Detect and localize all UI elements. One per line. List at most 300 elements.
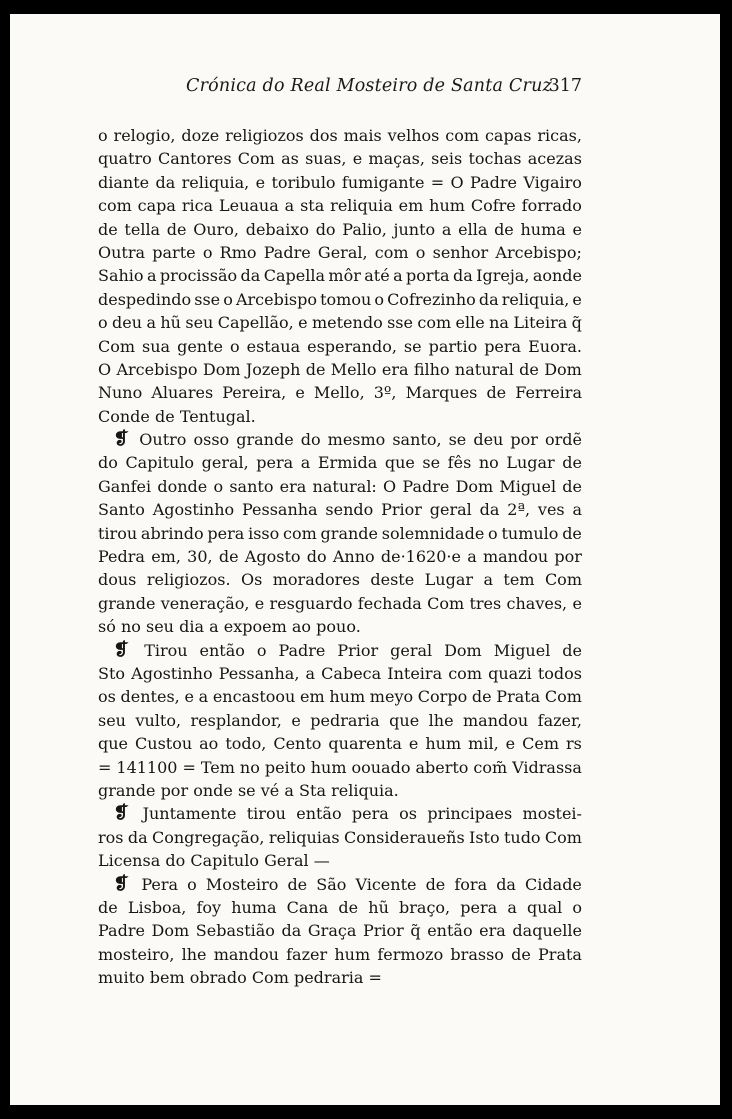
word: pera bbox=[207, 523, 245, 543]
text-line bbox=[98, 802, 582, 825]
word: quatro bbox=[98, 149, 152, 169]
word: todos bbox=[537, 663, 582, 683]
word: daquelle bbox=[512, 921, 582, 941]
word: ricas, bbox=[537, 126, 582, 145]
word: Sahio bbox=[98, 266, 144, 286]
word: = bbox=[368, 968, 382, 988]
word: mostei- bbox=[522, 804, 582, 824]
word: peito bbox=[264, 757, 306, 777]
word: da bbox=[240, 266, 261, 286]
word: a bbox=[198, 687, 209, 707]
word: seu bbox=[98, 710, 126, 730]
word: = bbox=[98, 757, 112, 777]
text-line bbox=[98, 873, 582, 896]
word: moradores bbox=[272, 570, 360, 590]
word: tem bbox=[503, 570, 535, 590]
word: reliquia, bbox=[501, 289, 570, 309]
text-line bbox=[98, 826, 582, 849]
word: o bbox=[223, 289, 233, 309]
word: Dom bbox=[455, 476, 494, 496]
text-line bbox=[98, 639, 582, 662]
text-line bbox=[98, 919, 582, 942]
text-line bbox=[98, 662, 582, 685]
word: na bbox=[489, 313, 509, 333]
word: grande bbox=[236, 430, 294, 450]
word: então bbox=[199, 640, 245, 660]
word: Cofre bbox=[470, 196, 516, 216]
word: hũ bbox=[160, 313, 181, 333]
word: Dom bbox=[544, 359, 582, 379]
word: de bbox=[98, 219, 118, 239]
word: Anno bbox=[332, 547, 375, 567]
word: mandou bbox=[482, 547, 549, 567]
word: Inteira bbox=[387, 663, 443, 683]
word: Capellão, bbox=[217, 313, 294, 333]
word: diante bbox=[98, 172, 150, 192]
word: partio bbox=[428, 336, 478, 356]
word: hum bbox=[429, 196, 465, 216]
word: pedraria bbox=[310, 710, 380, 730]
word: isso bbox=[248, 523, 280, 543]
word: da bbox=[479, 500, 500, 520]
word: Dom bbox=[202, 359, 241, 379]
word: de·1620·e bbox=[380, 547, 461, 567]
body-text bbox=[98, 124, 582, 989]
word: de bbox=[494, 219, 514, 239]
word: Lugar bbox=[506, 453, 555, 473]
word: mil, bbox=[468, 734, 499, 754]
word: Sto bbox=[98, 663, 126, 683]
word: Cidade bbox=[525, 874, 582, 894]
word: Miguel bbox=[499, 476, 557, 496]
text-line bbox=[98, 451, 582, 474]
word: geral bbox=[390, 640, 433, 660]
paragraph-mark-icon: ❡ bbox=[113, 639, 129, 660]
word: reliquias bbox=[268, 827, 340, 847]
word: Consideraueñs bbox=[343, 827, 465, 847]
word: relogio, bbox=[113, 126, 176, 145]
word: capas bbox=[484, 126, 532, 145]
word: as bbox=[281, 149, 299, 169]
word: Aluares bbox=[151, 383, 214, 403]
word: reliquia bbox=[330, 196, 393, 216]
word: da bbox=[155, 172, 176, 192]
word: o bbox=[98, 313, 108, 333]
word: dia bbox=[179, 617, 204, 637]
word: 30, bbox=[187, 547, 213, 567]
word: com bbox=[374, 242, 409, 262]
word: por bbox=[160, 780, 189, 800]
word: da bbox=[127, 827, 148, 847]
word: Capitulo bbox=[125, 453, 195, 473]
word: a bbox=[284, 780, 294, 800]
word: religiozos. bbox=[146, 570, 231, 590]
word: da bbox=[496, 874, 516, 894]
word: Pessanha, bbox=[218, 663, 300, 683]
word: Prior bbox=[362, 921, 404, 941]
text-line bbox=[98, 685, 582, 708]
word: lhe bbox=[428, 710, 454, 730]
word: abrindo bbox=[140, 523, 204, 543]
word: a bbox=[146, 266, 157, 286]
word: Euora. bbox=[528, 336, 582, 356]
word: a bbox=[507, 897, 517, 917]
word: Arcebispo bbox=[116, 359, 198, 379]
paragraph bbox=[98, 428, 582, 639]
text-line bbox=[98, 358, 582, 381]
word: sse bbox=[194, 289, 221, 309]
word: deste bbox=[370, 570, 415, 590]
word: dentes, bbox=[120, 687, 180, 707]
word: Dom bbox=[151, 921, 190, 941]
word: Sebastião bbox=[195, 921, 275, 941]
word: tella bbox=[124, 219, 161, 239]
word: Jozeph bbox=[245, 359, 301, 379]
text-line bbox=[98, 709, 582, 732]
word: Capitulo bbox=[190, 851, 259, 871]
word: sendo bbox=[325, 500, 374, 520]
word: Arcebispo; bbox=[495, 242, 582, 262]
word: capa bbox=[137, 196, 176, 216]
word: em, bbox=[151, 547, 181, 567]
word: Padre bbox=[98, 921, 145, 941]
word: de bbox=[486, 383, 507, 403]
word: hũ bbox=[368, 897, 389, 917]
word: de bbox=[562, 453, 582, 473]
word: quarenta bbox=[328, 734, 402, 754]
word: Palio, bbox=[342, 219, 387, 239]
word: então bbox=[427, 921, 473, 941]
word: Os bbox=[240, 570, 263, 590]
word: a bbox=[146, 313, 156, 333]
word: lhe bbox=[181, 944, 207, 964]
text-line bbox=[98, 568, 582, 591]
word: ella bbox=[458, 219, 488, 239]
word: resguardo bbox=[269, 593, 353, 613]
word: Com bbox=[427, 593, 465, 613]
word: mesmo bbox=[327, 430, 386, 450]
word: tochas bbox=[468, 149, 522, 169]
word: Padre bbox=[402, 476, 450, 496]
word: fês bbox=[447, 453, 472, 473]
word: senhor bbox=[432, 242, 489, 262]
word: geral, bbox=[201, 453, 249, 473]
word: tomou bbox=[320, 289, 372, 309]
word: Ermida bbox=[317, 453, 378, 473]
word: hum bbox=[310, 757, 347, 777]
word: toribulo bbox=[271, 172, 336, 192]
word: de bbox=[98, 897, 118, 917]
word: com bbox=[98, 196, 132, 216]
word: rs bbox=[566, 734, 582, 754]
word: despedindo bbox=[98, 289, 192, 309]
word: Pessanha bbox=[241, 500, 318, 520]
word: Tentugal. bbox=[179, 406, 256, 426]
word: Mello bbox=[330, 359, 377, 379]
word: e bbox=[255, 172, 266, 192]
word: Prior bbox=[381, 500, 422, 520]
word: de bbox=[519, 359, 539, 379]
word: huma bbox=[520, 219, 566, 239]
word: o bbox=[488, 523, 498, 543]
word: = bbox=[182, 757, 196, 777]
word: Ouro, bbox=[193, 219, 240, 239]
word: Vicente bbox=[355, 874, 417, 894]
word: Dom bbox=[444, 640, 482, 660]
word: Lugar bbox=[424, 570, 473, 590]
word: do bbox=[300, 430, 321, 450]
word: gente bbox=[177, 336, 223, 356]
word: q̃ bbox=[410, 921, 421, 941]
word: foy bbox=[196, 897, 222, 917]
paragraph bbox=[98, 802, 582, 872]
word: a bbox=[467, 547, 477, 567]
word: se bbox=[237, 780, 256, 800]
word: Padre bbox=[278, 640, 326, 660]
word: Agostinho bbox=[131, 663, 213, 683]
word: braço, bbox=[399, 897, 451, 917]
word: Tem bbox=[200, 757, 235, 777]
word: Mosteiro bbox=[205, 874, 279, 894]
text-line bbox=[98, 147, 582, 170]
word: que bbox=[389, 710, 420, 730]
text-line bbox=[98, 405, 582, 428]
word: de bbox=[425, 874, 446, 894]
word: Rmo bbox=[219, 242, 257, 262]
word: sse bbox=[387, 313, 413, 333]
word: mandou bbox=[462, 710, 529, 730]
word: do bbox=[98, 453, 118, 473]
word: e bbox=[408, 734, 419, 754]
word: encastoou bbox=[212, 687, 296, 707]
word: com bbox=[283, 523, 317, 543]
word: Prior bbox=[337, 640, 379, 660]
word: era bbox=[479, 921, 506, 941]
word: procissão bbox=[159, 266, 238, 286]
text-line bbox=[98, 475, 582, 498]
word: de bbox=[218, 547, 239, 567]
word: Juntamente bbox=[142, 804, 237, 824]
text-line bbox=[98, 124, 582, 147]
word: dous bbox=[98, 570, 137, 590]
word: solemnidade bbox=[381, 523, 485, 543]
word: geral bbox=[429, 500, 472, 520]
word: chaves, bbox=[506, 593, 568, 613]
text-line bbox=[98, 498, 582, 521]
word: era bbox=[381, 359, 409, 379]
word: no bbox=[478, 453, 499, 473]
word: de bbox=[305, 359, 326, 379]
text-line bbox=[98, 264, 582, 287]
text-line bbox=[98, 218, 582, 241]
word: por bbox=[510, 430, 538, 450]
word: da bbox=[478, 289, 499, 309]
word: Leuaua bbox=[218, 196, 279, 216]
word: doze bbox=[181, 126, 220, 145]
word: Com bbox=[544, 687, 582, 707]
word: o bbox=[572, 897, 582, 917]
word: q̃ bbox=[571, 313, 582, 333]
word: grande bbox=[98, 780, 156, 800]
word: Cofrezinho bbox=[387, 289, 476, 309]
word: donde bbox=[157, 476, 208, 496]
word: Vigairo bbox=[523, 172, 582, 192]
word: o bbox=[187, 874, 197, 894]
word: pera bbox=[484, 336, 522, 356]
paragraph bbox=[98, 124, 582, 428]
page-header bbox=[98, 76, 582, 104]
word: hum bbox=[329, 687, 366, 707]
word: 141100 bbox=[116, 757, 178, 777]
word: a bbox=[483, 570, 493, 590]
word: com bbox=[448, 663, 482, 683]
word: no bbox=[120, 617, 141, 637]
paragraph-mark-icon: ❡ bbox=[113, 873, 129, 894]
word: debaixo bbox=[245, 219, 309, 239]
word: a bbox=[441, 219, 452, 239]
text-line bbox=[98, 756, 582, 779]
word: onde bbox=[193, 780, 233, 800]
text-line bbox=[98, 194, 582, 217]
word: Prata bbox=[538, 944, 582, 964]
word: do bbox=[315, 219, 336, 239]
word: Mello, bbox=[313, 383, 365, 403]
word: Ganfei bbox=[98, 476, 152, 496]
word: era bbox=[279, 476, 307, 496]
text-line bbox=[98, 171, 582, 194]
word: Prata bbox=[496, 687, 541, 707]
word: Cem bbox=[522, 734, 560, 754]
word: môr bbox=[328, 266, 361, 286]
paragraph-mark-icon: ❡ bbox=[113, 803, 129, 824]
word: Licensa bbox=[98, 851, 161, 871]
word: deu bbox=[112, 313, 143, 333]
word: o bbox=[213, 476, 224, 496]
word: só bbox=[98, 617, 116, 637]
word: santo, bbox=[392, 430, 442, 450]
word: da bbox=[452, 266, 473, 286]
paragraph-mark-icon: ❡ bbox=[113, 429, 129, 450]
word: sua bbox=[142, 336, 171, 356]
word: reliquia. bbox=[331, 780, 399, 800]
word: então bbox=[296, 804, 342, 824]
word: mosteiro, bbox=[98, 944, 175, 964]
word: elle bbox=[455, 313, 485, 333]
word: sta bbox=[300, 196, 325, 216]
word: natural bbox=[454, 359, 514, 379]
word: expoem bbox=[223, 617, 287, 637]
word: Vidrassa bbox=[512, 757, 582, 777]
text-line bbox=[98, 545, 582, 568]
word: Pera bbox=[141, 874, 179, 894]
word: de bbox=[511, 944, 531, 964]
word: Santo bbox=[98, 500, 145, 520]
word: natural: bbox=[312, 476, 377, 496]
word: fechada bbox=[357, 593, 422, 613]
word: Lisboa, bbox=[127, 897, 187, 917]
word: Isto bbox=[469, 827, 500, 847]
word: do bbox=[306, 547, 327, 567]
word: Pedra bbox=[98, 547, 145, 567]
word: porta bbox=[406, 266, 450, 286]
word: pera bbox=[460, 897, 498, 917]
word: Pereira, bbox=[222, 383, 287, 403]
word: pera bbox=[351, 804, 389, 824]
word: deu bbox=[473, 430, 504, 450]
word: Padre bbox=[263, 242, 311, 262]
word: O bbox=[450, 172, 464, 192]
word: ao bbox=[291, 617, 312, 637]
word: Tirou bbox=[144, 640, 188, 660]
word: muito bbox=[98, 968, 145, 988]
word: velhos bbox=[387, 126, 440, 145]
word: e bbox=[295, 383, 305, 403]
word: fumigante bbox=[341, 172, 425, 192]
word: com̃ bbox=[473, 757, 508, 777]
word: O bbox=[383, 476, 397, 496]
word: os bbox=[98, 687, 116, 707]
word: a bbox=[300, 453, 311, 473]
word: todo, bbox=[225, 734, 267, 754]
word: de bbox=[562, 523, 582, 543]
word: meyo bbox=[369, 687, 414, 707]
word: e bbox=[291, 710, 301, 730]
word: Agostinho bbox=[152, 500, 235, 520]
word: huma bbox=[231, 897, 277, 917]
word: fora bbox=[454, 874, 488, 894]
word: Com bbox=[251, 968, 289, 988]
word: de bbox=[562, 476, 582, 496]
word: o bbox=[229, 336, 240, 356]
word: santo bbox=[229, 476, 274, 496]
word: e bbox=[254, 593, 265, 613]
word: tudo bbox=[503, 827, 541, 847]
word: pedraria bbox=[293, 968, 364, 988]
word: ves bbox=[537, 500, 565, 520]
word: parte bbox=[152, 242, 196, 262]
word: qual bbox=[527, 897, 563, 917]
text-line bbox=[98, 522, 582, 545]
word: por bbox=[554, 547, 582, 567]
word: Custou bbox=[135, 734, 193, 754]
word: tirou bbox=[98, 523, 138, 543]
word: Miguel bbox=[493, 640, 551, 660]
word: Outra bbox=[98, 242, 146, 262]
word: maças, bbox=[368, 149, 425, 169]
word: a bbox=[393, 266, 403, 286]
word: resplandor, bbox=[190, 710, 282, 730]
word: hum bbox=[334, 944, 371, 964]
word: de bbox=[471, 687, 492, 707]
word: e bbox=[352, 149, 363, 169]
text-line bbox=[98, 779, 582, 802]
word: = bbox=[430, 172, 445, 192]
word: obrado bbox=[189, 968, 247, 988]
text-line bbox=[98, 943, 582, 966]
paragraph bbox=[98, 873, 582, 990]
word: Cantores bbox=[158, 149, 232, 169]
word: 2ª, bbox=[507, 500, 531, 520]
word: em bbox=[398, 196, 424, 216]
word: Cabeca bbox=[321, 663, 382, 683]
word: Conde bbox=[98, 406, 150, 426]
word: junto bbox=[393, 219, 436, 239]
word: forrado bbox=[521, 196, 582, 216]
word: a bbox=[284, 196, 295, 216]
word: estaua bbox=[246, 336, 301, 356]
running-title: Crónica do Real Mosteiro de Santa Cruz bbox=[186, 76, 552, 96]
text-line bbox=[98, 335, 582, 358]
